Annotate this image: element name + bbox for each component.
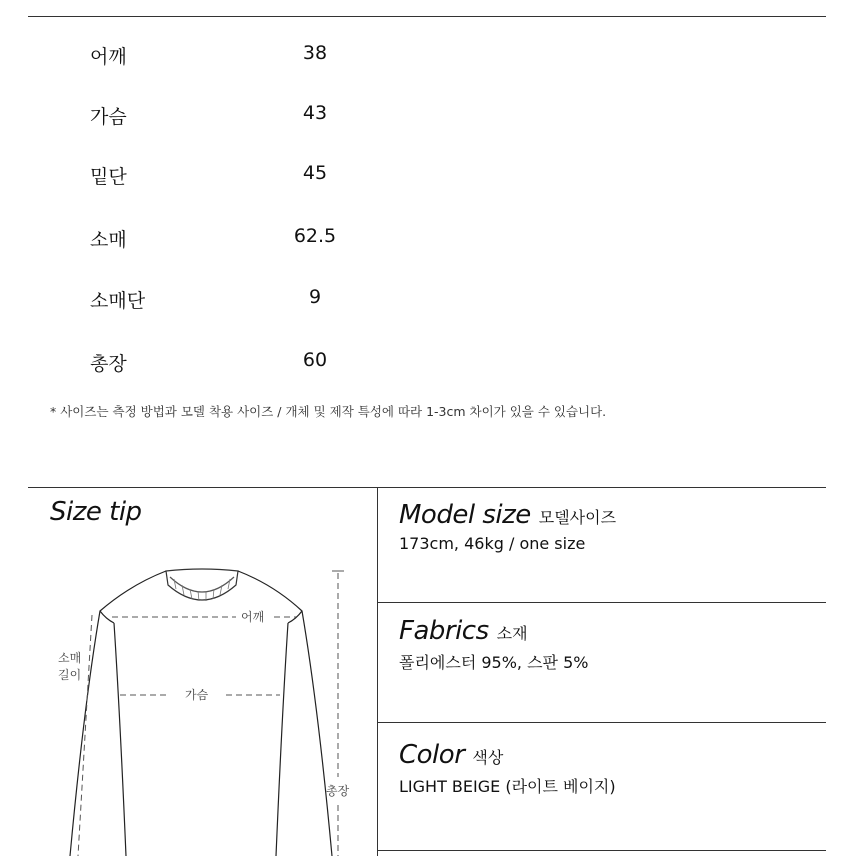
size-row-sleeve: [0, 221, 856, 251]
label-length: 총장: [326, 784, 350, 798]
color-title: Color: [399, 740, 465, 770]
model-size-block: [399, 500, 616, 553]
model-size-title: Model size: [399, 500, 531, 530]
size-row-value: 62.5: [293, 225, 337, 247]
label-chest: 가슴: [185, 688, 209, 702]
color-subtitle: 색상: [472, 748, 504, 767]
size-row-label: 가슴: [90, 106, 127, 128]
fabrics-detail: 폴리에스터 95%, 스판 5%: [399, 653, 589, 672]
label-shoulder: 어깨: [241, 610, 265, 624]
fabrics-block: [399, 616, 588, 673]
size-row-chest: [0, 98, 856, 128]
size-row-shoulder: [0, 38, 856, 68]
model-size-detail: 173cm, 46kg / one size: [399, 534, 586, 553]
size-row-label: 소매단: [90, 290, 146, 312]
top-divider: [28, 16, 826, 17]
size-row-value: 43: [302, 102, 328, 124]
info-divider-1: [377, 602, 826, 603]
fabrics-subtitle: 소재: [496, 624, 528, 643]
info-divider-3: [377, 850, 826, 851]
size-row-value: 38: [302, 42, 328, 64]
size-row-label: 어깨: [90, 46, 127, 68]
size-row-length: [0, 345, 856, 375]
fabrics-title: Fabrics: [399, 616, 489, 646]
size-row-value: 9: [308, 286, 322, 308]
section-divider: [28, 487, 826, 488]
sweater-diagram: [40, 555, 370, 856]
color-block: [399, 740, 616, 797]
size-row-label: 소매: [90, 229, 127, 251]
label-sleeve-line2: 길이: [58, 668, 82, 682]
size-tip-title: Size tip: [50, 497, 142, 527]
info-divider-2: [377, 722, 826, 723]
size-row-value: 60: [302, 349, 328, 371]
color-detail: LIGHT BEIGE (라이트 베이지): [399, 777, 616, 796]
column-divider: [377, 487, 378, 856]
model-size-subtitle: 모델사이즈: [538, 508, 617, 527]
size-row-label: 총장: [90, 353, 127, 375]
size-row-hem: [0, 158, 856, 188]
size-row-value: 45: [302, 162, 328, 184]
size-note: * 사이즈는 측정 방법과 모델 착용 사이즈 / 개체 및 제작 특성에 따라 1-3cm 차이가 있을 수 있습니다.: [50, 404, 607, 419]
size-row-cuff: [0, 282, 856, 312]
size-row-label: 밑단: [90, 166, 127, 188]
label-sleeve-line1: 소매: [58, 651, 82, 665]
